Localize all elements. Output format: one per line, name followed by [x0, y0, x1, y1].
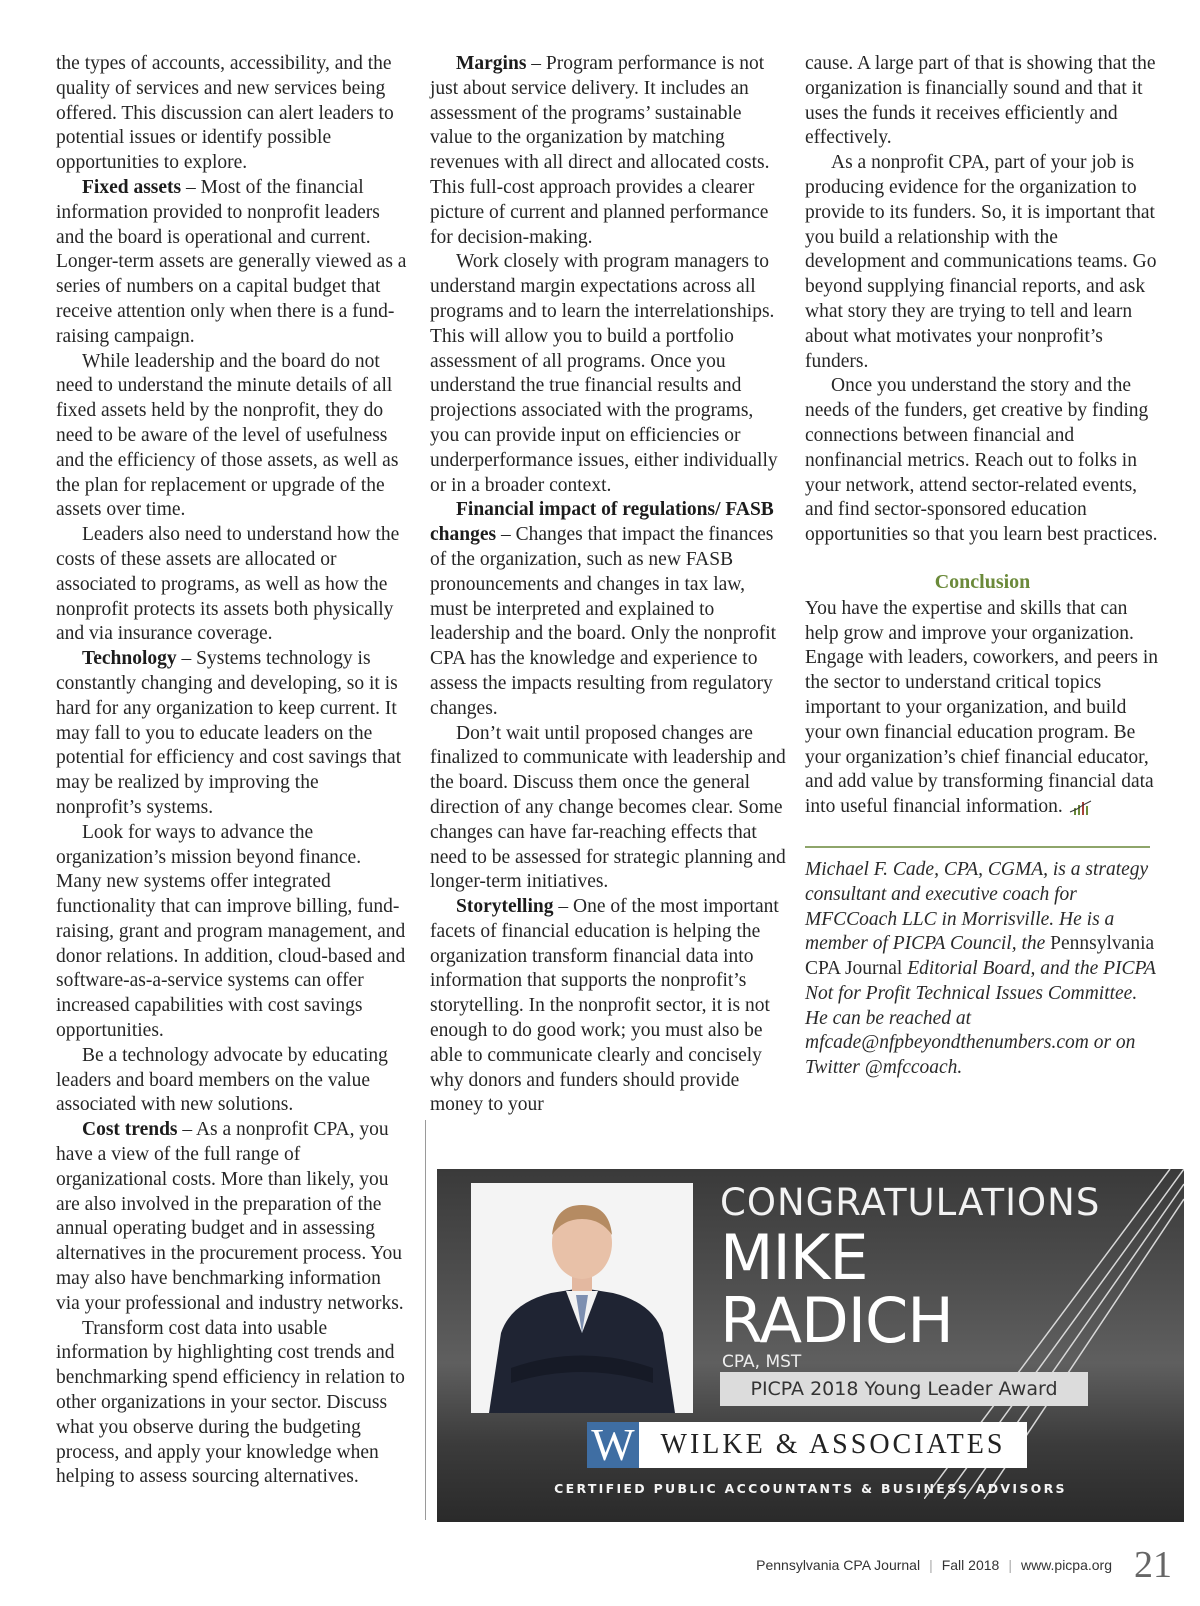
firm-logo-icon: W: [587, 1422, 639, 1468]
paragraph-text: – Changes that impact the finances of the organization, such as new FASB pronouncements and changes in tax law, must be interpreted and explained to leadership and the board. Only the nonprofit CPA has the knowledge and experience to assess the impacts resulting from regulatory changes.: [430, 524, 777, 719]
ad-headline: CONGRATULATIONS: [720, 1181, 1101, 1224]
ad-first-name: MIKE: [720, 1221, 868, 1294]
paragraph: Be a technology advocate by educating leaders and board members on the value associated with new solutions.: [56, 1044, 388, 1116]
paragraph-technology: [56, 647, 408, 821]
paragraph-fasb: [430, 498, 786, 721]
paragraph-cost-trends: [56, 1118, 408, 1316]
footer-issue: Fall 2018: [941, 1557, 1000, 1573]
subhead-fasb-changes: Financial impact of regulations/ FASB changes: [430, 499, 774, 546]
paragraph-text: – Systems technology is constantly changing and developing, so it is hard for any organization to keep current. It may fall to you to educate leaders on the potential for efficiency and cost savings that may be realized by improving the nonprofit’s systems.: [56, 648, 402, 818]
author-bio: [805, 858, 1160, 1081]
subhead-technology: Technology: [82, 648, 177, 670]
bio-text: Michael F. Cade, CPA, CGMA, is a strategy consultant and executive coach for MFCCoach LLC in Morrisville. He is a member of PICPA Council, the: [805, 858, 1149, 955]
bio-text: Editorial Board, and the PICPA Not for Profit Technical Issues Committee. He can be reached at mfcade@nfpbeyondthenumbers.com or on Twitter @mfccoach.: [805, 958, 1156, 1079]
paragraph: Once you understand the story and the needs of the funders, get creative by finding connections between financial and nonfinancial metrics. Reach out to folks in your network, attend sector-related events, and find sector-sponsored education opportunities so that you learn best practices.: [805, 375, 1158, 546]
footer-separator: |: [1008, 1557, 1012, 1573]
ad-credentials: CPA, MST: [722, 1352, 802, 1372]
footer-journal: Pennsylvania CPA Journal: [756, 1557, 921, 1573]
article-column-1: [56, 52, 408, 1490]
paragraph-text: – Most of the financial information provided to nonprofit leaders and the board is operational and current. Longer-term assets are generally viewed as a series of numbers on a capital budget that receive attention only when there is a fund-raising campaign.: [56, 176, 407, 347]
paragraph: As a nonprofit CPA, part of your job is producing evidence for the organization to provide to its funders. So, it is important that you build a relationship with the development and communications teams. Go beyond supplying financial reports, and ask what story they are trying to tell and learn about what motivates your nonprofit’s funders.: [805, 152, 1157, 372]
paragraph-text: – One of the most important facets of financial education is helping the organization transform financial data into information that supports the nonprofit’s storytelling. In the nonprofit sector, it is not enough to do good work; you must also be able to communicate clearly and concisely why donors and funders should provide money to your: [430, 896, 779, 1116]
subhead-fixed-assets: Fixed assets: [82, 176, 182, 198]
paragraph-fixed-assets: [56, 176, 408, 350]
footer-separator: |: [929, 1557, 933, 1573]
firm-name: WILKE & ASSOCIATES: [660, 1429, 1006, 1460]
paragraph-storytelling: [430, 895, 786, 1118]
end-of-article-icon: [1069, 800, 1095, 816]
firm-tagline: CERTIFIED PUBLIC ACCOUNTANTS & BUSINESS ADVISORS: [554, 1481, 1067, 1496]
subhead-margins: Margins: [456, 53, 527, 74]
section-heading-conclusion: Conclusion: [934, 570, 1031, 593]
ad-award-banner: PICPA 2018 Young Leader Award: [720, 1372, 1088, 1406]
paragraph: the types of accounts, accessibility, and the quality of services and new services being offered. This discussion can alert leaders to potential issues or identify possible opportunities to explore.: [56, 53, 394, 174]
paragraph: Look for ways to advance the organization’s mission beyond finance. Many new systems offer integrated functionality that can improve billing, fund-raising, grant and program management, and donor relations. In addition, cloud-based and software-as-a-service systems can offer increased capabilities with cost savings opportunities.: [56, 821, 406, 1042]
paragraph-margins: [430, 52, 786, 250]
footer-url[interactable]: www.picpa.org: [1020, 1557, 1112, 1573]
paragraph-conclusion: [805, 597, 1160, 820]
paragraph: Don’t wait until proposed changes are finalized to communicate with leadership and the board. Discuss them once the general direction of any change becomes clear. Some changes can have far-reaching effects that need to be assessed for strategic planning and longer-term initiatives.: [430, 722, 786, 893]
paragraph: Work closely with program managers to understand margin expectations across all programs and to learn the interrelationships. This will allow you to build a portfolio assessment of all programs. Once you understand the true financial results and projections associated with the programs, you can provide input on efficiencies or underperformance issues, either individually or in a broader context.: [430, 251, 778, 496]
subhead-storytelling: Storytelling: [456, 896, 554, 918]
page-number: 21: [1134, 1544, 1172, 1586]
paragraph: cause. A large part of that is showing that the organization is financially sound and that it uses the funds it receives efficiently and effectively.: [805, 53, 1156, 149]
divider-rule: [805, 846, 1150, 848]
ad-last-name: RADICH: [720, 1284, 953, 1357]
paragraph: Transform cost data into usable information by highlighting cost trends and benchmarking spend efficiency in relation to other organizations in your sector. Discuss what you observe during the budgeting process, and apply your knowledge when helping to assess sourcing alternatives.: [56, 1317, 405, 1488]
page-footer: [756, 1543, 1172, 1587]
article-column-2: [430, 52, 786, 1118]
congratulations-ad: [437, 1169, 1184, 1522]
bio-journal-title: Pennsylvania CPA Journal: [805, 933, 1155, 980]
person-portrait-icon: [471, 1183, 693, 1413]
paragraph-text: – As a nonprofit CPA, you have a view of the full range of organizational costs. More than likely, you are also involved in the preparation of the annual operating budget and in assessing alternatives in the procurement process. You may also have benchmarking information via your professional and industry networks.: [56, 1119, 404, 1314]
paragraph-text: – Program performance is not just about service delivery. It includes an assessment of the programs’ sustainable value to the organization by matching revenues with all direct and allocated costs. This full-cost approach provides a clearer picture of current and planned performance for decision-making.: [430, 53, 770, 248]
paragraph: Leaders also need to understand how the costs of these assets are allocated or associated to programs, as well as how the nonprofit protects its assets both physically and via insurance coverage.: [56, 524, 400, 645]
column-divider: [425, 1120, 426, 1520]
subhead-cost-trends: Cost trends: [82, 1119, 178, 1141]
paragraph: While leadership and the board do not need to understand the minute details of all fixed assets held by the nonprofit, they do need to be aware of the level of usefulness and the efficiency of those assets, as well as the plan for replacement or upgrade of the assets over time.: [56, 350, 399, 521]
portrait-photo: [471, 1183, 693, 1413]
firm-logo-box: [587, 1419, 1027, 1470]
paragraph-text: You have the expertise and skills that can help grow and improve your organization. Engage with leaders, coworkers, and peers in the sector to understand critical topics important to your organization, and build your own financial education program. Be your organization’s chief financial educator, and add value by transforming financial data into useful financial information.: [805, 597, 1159, 818]
article-column-3: [805, 52, 1160, 1081]
